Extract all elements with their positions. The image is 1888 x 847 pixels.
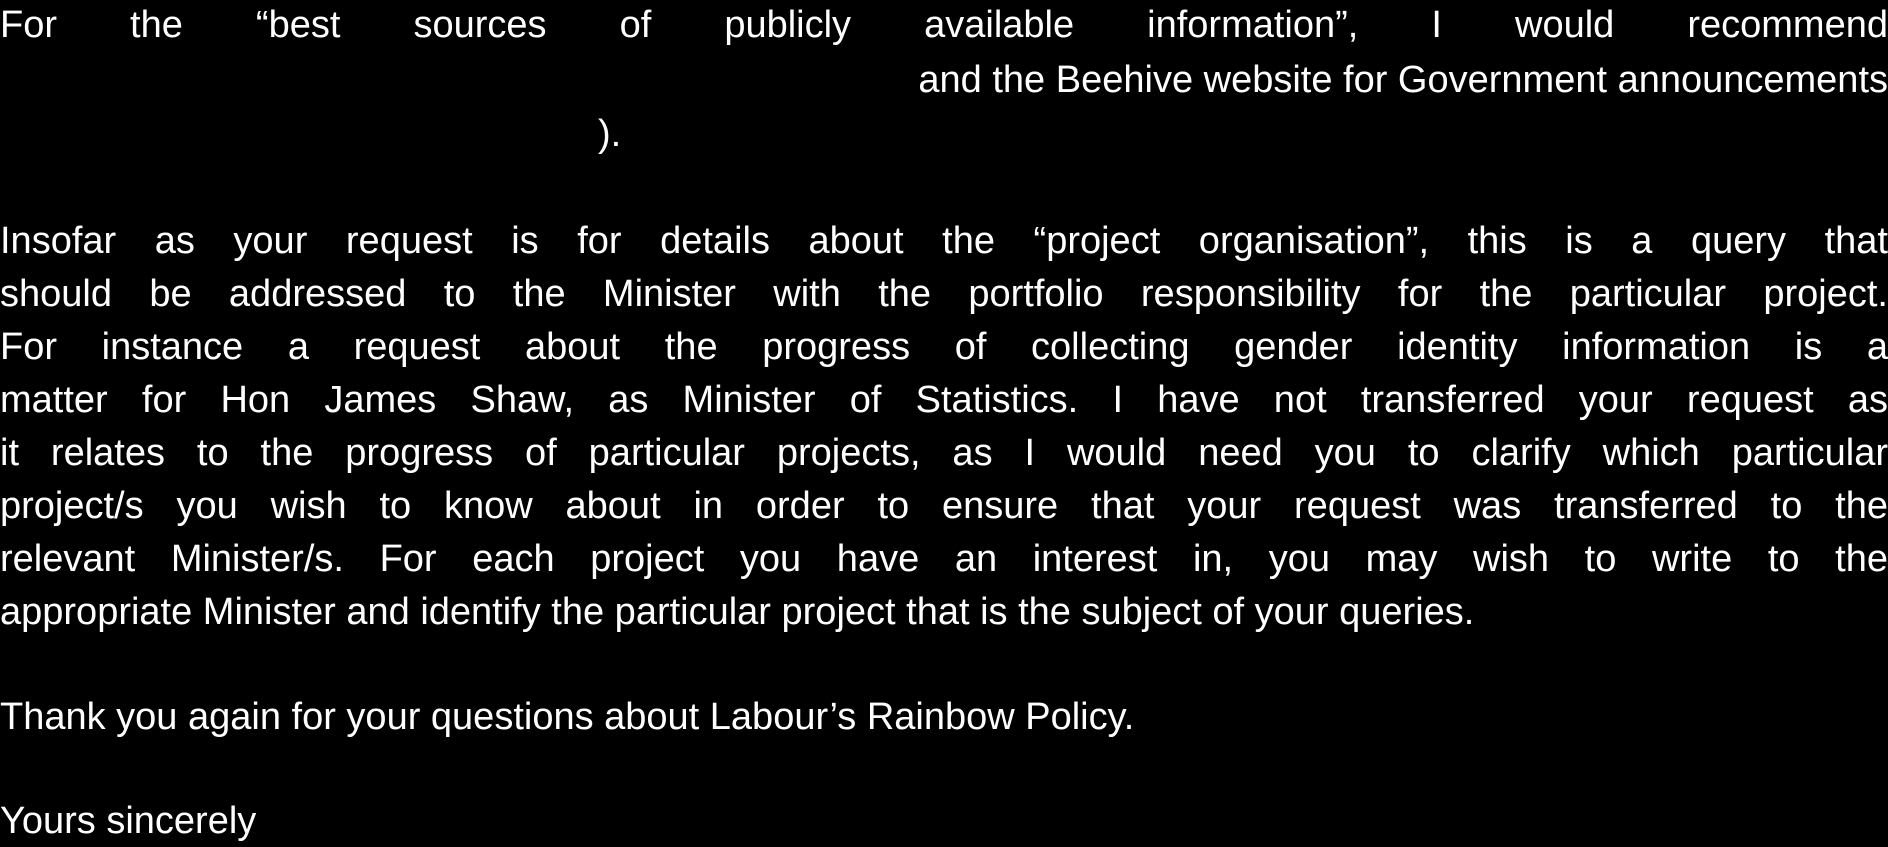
paragraph2-line2: should be addressed to the Minister with the portfolio responsibility for the particular project.: [0, 273, 1888, 315]
closing-salutation: Yours sincerely: [0, 800, 257, 842]
paragraph2-line6: project/s you wish to know about in order to ensure that your request was transferred to the: [0, 485, 1888, 527]
paragraph1-line1: For the “best sources of publicly available information”, I would recommend: [0, 4, 1888, 46]
paragraph2-line7: relevant Minister/s. For each project you have an interest in, you may wish to write to the: [0, 538, 1888, 580]
paragraph2-line1: Insofar as your request is for details about the “project organisation”, this is a query that: [0, 220, 1888, 262]
paragraph3: Thank you again for your questions about Labour’s Rainbow Policy.: [0, 696, 1135, 738]
paragraph2-line3: For instance a request about the progress of collecting gender identity information is a: [0, 326, 1888, 368]
paragraph2-line4: matter for Hon James Shaw, as Minister of Statistics. I have not transferred your request as: [0, 379, 1888, 421]
paragraph2-line8: appropriate Minister and identify the particular project that is the subject of your queries.: [0, 591, 1475, 633]
paragraph2-line5: it relates to the progress of particular projects, as I would need you to clarify which particular: [0, 432, 1888, 474]
paragraph1-line2: and the Beehive website for Government announcements: [918, 59, 1888, 101]
paragraph1-line3: ).: [598, 113, 622, 155]
